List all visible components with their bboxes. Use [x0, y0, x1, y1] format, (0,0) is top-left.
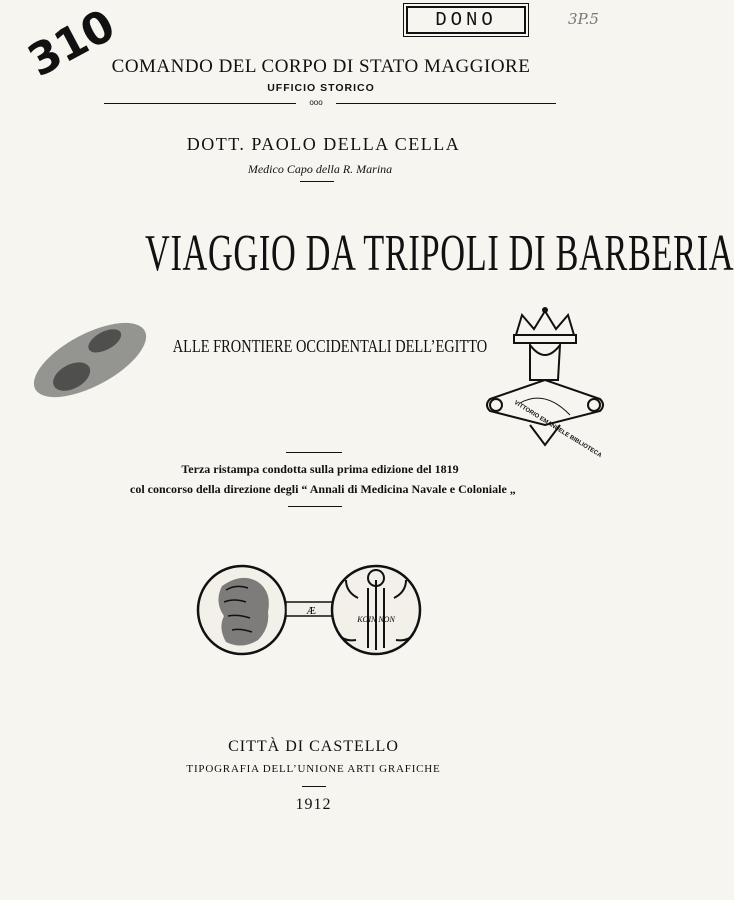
imprint-rule: [302, 786, 326, 787]
office-heading: UFFICIO STORICO: [267, 82, 375, 94]
ink-smudge: [20, 290, 160, 430]
header-ornament: ooo: [296, 98, 336, 108]
edition-note-line1: Terza ristampa condotta sulla prima edizione del 1819: [181, 462, 459, 476]
coin-legend: KOIN NON: [357, 615, 395, 624]
coin-illustration: [196, 558, 428, 666]
coin-link-letters: Æ: [306, 605, 316, 617]
notes-rule-bottom: [288, 506, 342, 507]
library-stamp-text: VITTORIO EMANUELE BIBLIOTECA: [512, 400, 603, 460]
library-stamp: [482, 305, 608, 450]
imprint-year: 1912: [295, 796, 332, 813]
imprint-city: CITTÀ DI CASTELLO: [228, 738, 399, 755]
author-title: Medico Capo della R. Marina: [247, 162, 393, 176]
main-title: VIAGGIO DA TRIPOLI DI BARBERIA: [145, 225, 734, 282]
author-name: DOTT. PAOLO DELLA CELLA: [186, 134, 461, 154]
author-rule: [300, 181, 334, 182]
subtitle: ALLE FRONTIERE OCCIDENTALI DELL’EGITTO: [172, 336, 488, 356]
imprint-printer: TIPOGRAFIA DELL’UNIONE ARTI GRAFICHE: [186, 763, 441, 775]
dono-stamp: DONO: [406, 6, 526, 34]
handwritten-note-top: 3P.5: [568, 10, 599, 28]
handwritten-shelf-number: 310: [20, 0, 123, 88]
command-heading: COMANDO DEL CORPO DI STATO MAGGIORE: [111, 56, 531, 77]
edition-note-line2: col concorso della direzione degli “ Annali di Medicina Navale e Coloniale „: [130, 482, 516, 496]
notes-rule-top: [286, 452, 342, 453]
